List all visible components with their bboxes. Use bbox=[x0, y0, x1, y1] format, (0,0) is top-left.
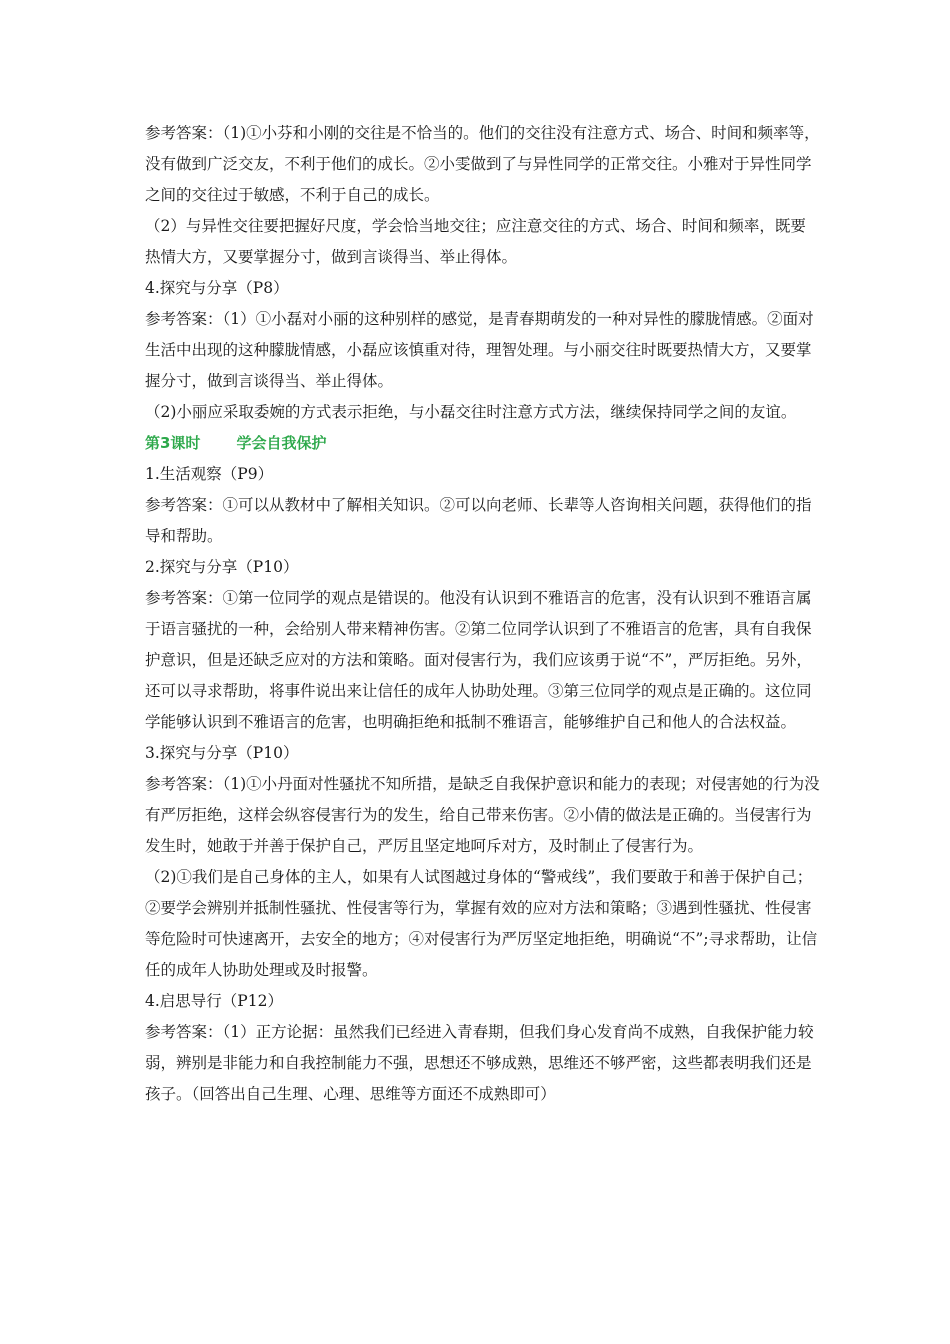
question-heading: 2.探究与分享（P10） bbox=[145, 558, 299, 576]
lesson-heading bbox=[145, 428, 820, 459]
answer-paragraph: 参考答案：①可以从教材中了解相关知识。②可以向老师、长辈等人咨询相关问题，获得他们的指导和帮助。 bbox=[145, 496, 812, 545]
question-heading: 4.启思导行（P12） bbox=[145, 992, 283, 1010]
answer-paragraph: 参考答案：①第一位同学的观点是错误的。他没有认识到不雅语言的危害，没有认识到不雅语言属于语言骚扰的一种，会给别人带来精神伤害。②第二位同学认识到了不雅语言的危害，具有自我保护意识，但是还缺乏应对的方法和策略。面对侵害行为，我们应该勇于说“不”，严厉拒绝。另外，还可以寻求帮助，将事件说出来让信任的成年人协助处理。③第三位同学的观点是正确的。这位同学能够认识到不雅语言的危害，也明确拒绝和抵制不雅语言，能够维护自己和他人的合法权益。 bbox=[145, 589, 812, 731]
question-heading: 1.生活观察（P9） bbox=[145, 465, 274, 483]
answer-paragraph: （2)①我们是自己身体的主人，如果有人试图越过身体的“警戒线”，我们要敢于和善于保护自己；②要学会辨别并抵制性骚扰、性侵害等行为，掌握有效的应对方法和策略；③遇到性骚扰、性侵害等危险时可快速离开，去安全的地方；④对侵害行为严厉坚定地拒绝，明确说“不”;寻求帮助，让信任的成年人协助处理或及时报警。 bbox=[145, 868, 818, 979]
document-page bbox=[145, 118, 820, 1110]
answer-paragraph: 参考答案：（1）正方论据：虽然我们已经进入青春期，但我们身心发育尚不成熟，自我保护能力较弱，辨别是非能力和自我控制能力不强，思想还不够成熟，思维还不够严密，这些都表明我们还是孩子。（回答出自己生理、心理、思维等方面还不成熟即可） bbox=[145, 1023, 814, 1103]
answer-paragraph: 参考答案：（1)①小丹面对性骚扰不知所措，是缺乏自我保护意识和能力的表现；对侵害她的行为没有严厉拒绝，这样会纵容侵害行为的发生，给自己带来伤害。②小倩的做法是正确的。当侵害行为发生时，她敢于并善于保护自己，严厉且坚定地呵斥对方，及时制止了侵害行为。 bbox=[145, 775, 820, 855]
question-heading: 3.探究与分享（P10） bbox=[145, 744, 299, 762]
question-heading: 4.探究与分享（P8） bbox=[145, 279, 289, 297]
lesson-number: 第3课时 bbox=[145, 434, 201, 452]
answer-paragraph: （2）与异性交往要把握好尺度，学会恰当地交往；应注意交往的方式、场合、时间和频率，既要热情大方，又要掌握分寸，做到言谈得当、举止得体。 bbox=[145, 217, 806, 266]
answer-paragraph: 参考答案：（1)①小芬和小刚的交往是不恰当的。他们的交往没有注意方式、场合、时间和频率等，没有做到广泛交友，不利于他们的成长。②小雯做到了与异性同学的正常交往。小雅对于异性同学之间的交往过于敏感，不利于自己的成长。 bbox=[145, 124, 820, 204]
answer-paragraph: 参考答案：（1）①小磊对小丽的这种别样的感觉，是青春期萌发的一种对异性的朦胧情感。②面对生活中出现的这种朦胧情感，小磊应该慎重对待，理智处理。与小丽交往时既要热情大方，又要掌握分寸，做到言谈得当、举止得体。 bbox=[145, 310, 814, 390]
answer-paragraph: （2)小丽应采取委婉的方式表示拒绝，与小磊交往时注意方式方法，继续保持同学之间的友谊。 bbox=[145, 403, 797, 421]
lesson-title: 学会自我保护 bbox=[236, 434, 327, 452]
